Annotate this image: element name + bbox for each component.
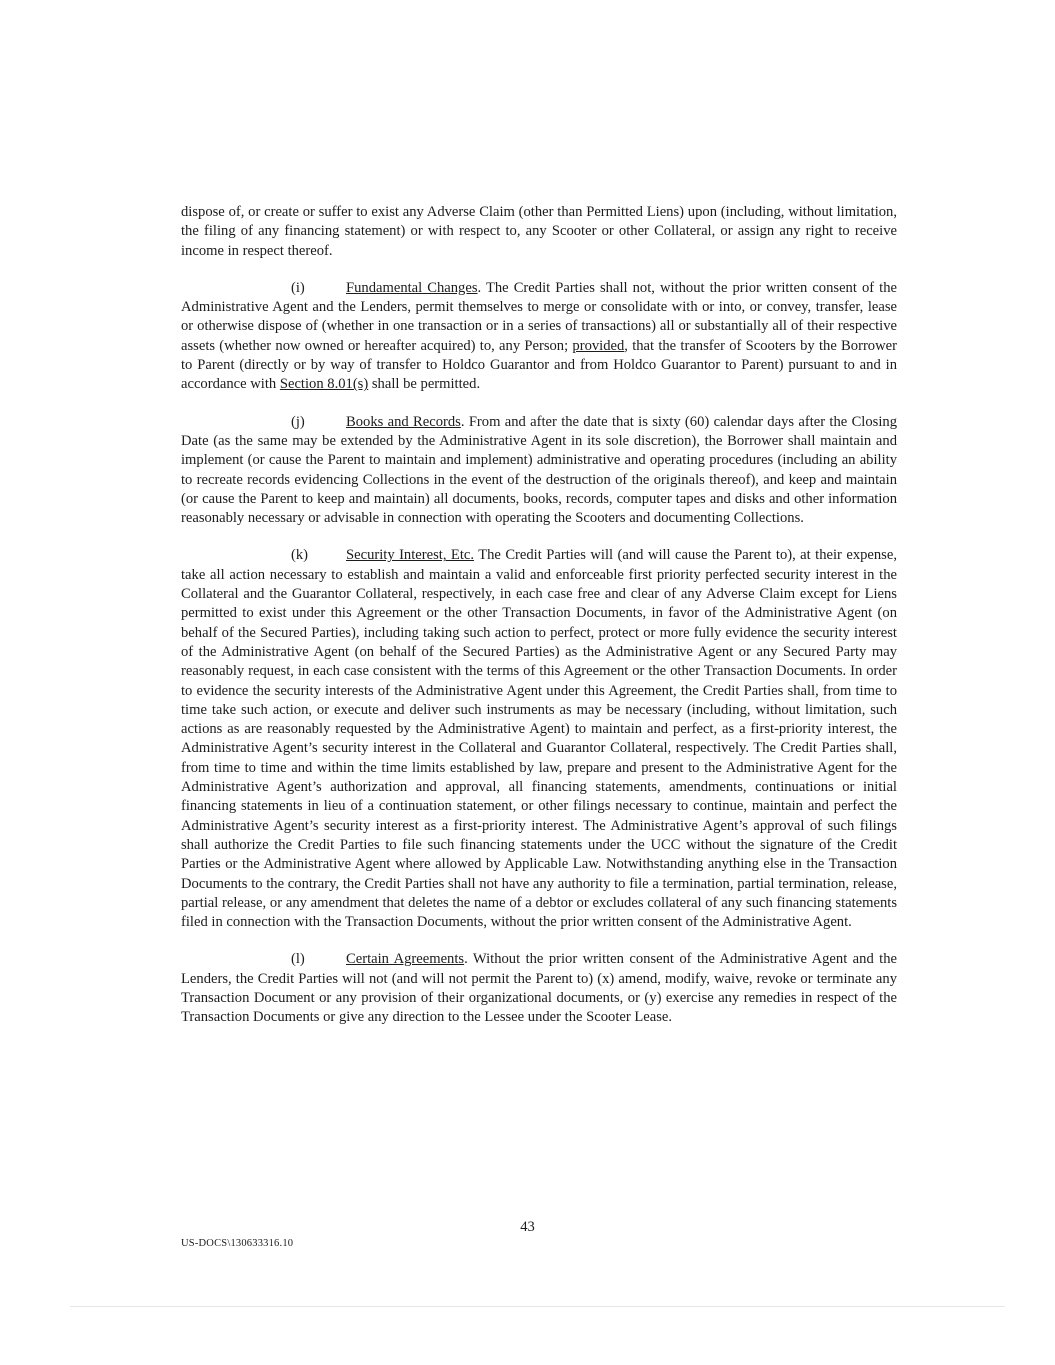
paragraph-heading: Books and Records (346, 413, 461, 430)
footer-divider (70, 1306, 1005, 1307)
paragraph-text: . Without the prior written consent of the Administrative Agent and the Lenders, the Credit Parties will not (and will not permit the Parent to) (x) amend, modify, waive, revoke or terminate any Transaction Document or any provision of their organizational documents, or (y) exercise any remedies in respect of the Transaction Documents or give any direction to the Lessee under the Scooter Lease. (181, 951, 897, 1026)
provided-term: provided (572, 337, 625, 354)
paragraph-text: , that the transfer of Scooters by the Borrower to Parent (directly or by way of transfer to Holdco Guarantor and from Holdco Guarantor to Parent) pursuant to and in accordance with (181, 337, 897, 393)
paragraph-l (181, 950, 897, 1027)
paragraph-text: . From and after the date that is sixty (60) calendar days after the Closing Date (as the same may be extended by the Administrative Agent in its sole discretion), the Borrower shall maintain and implement (or cause the Parent to maintain and implement) administrative and operating procedures (including an ability to recreate records evidencing Collections in the event of the destruction of the originals thereof), and keep and maintain (or cause the Parent to keep and maintain) all documents, books, records, computer tapes and disks and other information reasonably necessary or advisable in connection with operating the Scooters and documenting Collections. (181, 413, 897, 527)
section-reference: Section 8.01(s) (279, 376, 369, 393)
paragraph-number: (l) (291, 951, 305, 968)
paragraph-k (181, 546, 897, 932)
paragraph-number: (j) (291, 413, 305, 430)
paragraph-i (181, 279, 897, 395)
paragraph-text: dispose of, or create or suffer to exist any Adverse Claim (other than Permitted Liens) upon (including, without limitation, the filing of any financing statement) or with respect to, any Scooter or other Collateral, or assign any right to receive income in respect thereof. (181, 204, 897, 259)
page-number: 43 (520, 1219, 535, 1235)
paragraph-number: (i) (291, 279, 305, 296)
paragraph-heading: Certain Agreements (346, 951, 465, 968)
paragraph-text: The Credit Parties will (and will cause the Parent to), at their expense, take all action necessary to establish and maintain a valid and enforceable first priority perfected security interest in the Collateral and the Guarantor Collateral, respectively, in each case free and clear of any Adverse Claim except for Liens permitted to exist under this Agreement or the other Transaction Documents, in favor of the Administrative Agent (on behalf of the Secured Parties), including taking such action to perfect, protect or more fully evidence the security interest of the Administrative Agent (on behalf of the Secured Parties) as the Administrative Agent or any Secured Party may reasonably request, in each case consistent with the terms of this Agreement or the other Transaction Documents. In order to evidence the security interests of the Administrative Agent under this Agreement, the Credit Parties shall, from time to time take such action, or execute and deliver such instruments as may be necessary (including, without limitation, such actions as are reasonably requested by the Administrative Agent) to maintain and perfect, as a first-priority interest, the Administrative Agent’s security interest in the Collateral and Guarantor Collateral, respectively. The Credit Parties shall, from time to time and within the time limits established by law, prepare and present to the Administrative Agent for the Administrative Agent’s authorization and approval, all financing statements, amendments, continuations or initial financing statements in lieu of a continuation statement, or other filings necessary to continue, maintain and perfect the Administrative Agent’s security interest as a first-priority interest. The Administrative Agent’s approval of such filings shall authorize the Credit Parties to file such financing statements under the UCC without the signature of the Credit Parties or the Administrative Agent where allowed by Applicable Law. Notwithstanding anything else in the Transaction Documents to the contrary, the Credit Parties shall not have any authority to file a termination, partial termination, release, partial release, or any amendment that deletes the name of a debtor or excludes collateral of any such financing statements filed in connection with the Transaction Documents, without the prior written consent of the Administrative Agent. (181, 547, 897, 931)
paragraph-continuation (181, 203, 897, 261)
body-text (181, 203, 897, 1046)
paragraph-heading: Security Interest, Etc. (346, 547, 475, 564)
paragraph-heading: Fundamental Changes (346, 279, 478, 296)
paragraph-text: shall be permitted. (368, 376, 481, 393)
document-id: US-DOCS\130633316.10 (181, 1238, 294, 1249)
paragraph-text: . The Credit Parties shall not, without the prior written consent of the Administrative Agent and the Lenders, permit themselves to merge or consolidate with or into, or convey, transfer, lease or otherwise dispose of (whether in one transaction or in a series of transactions) all or substantially all of their respective assets (whether now owned or hereafter acquired) to, any Person; (181, 279, 897, 354)
paragraph-j (181, 413, 897, 529)
paragraph-number: (k) (291, 547, 309, 564)
